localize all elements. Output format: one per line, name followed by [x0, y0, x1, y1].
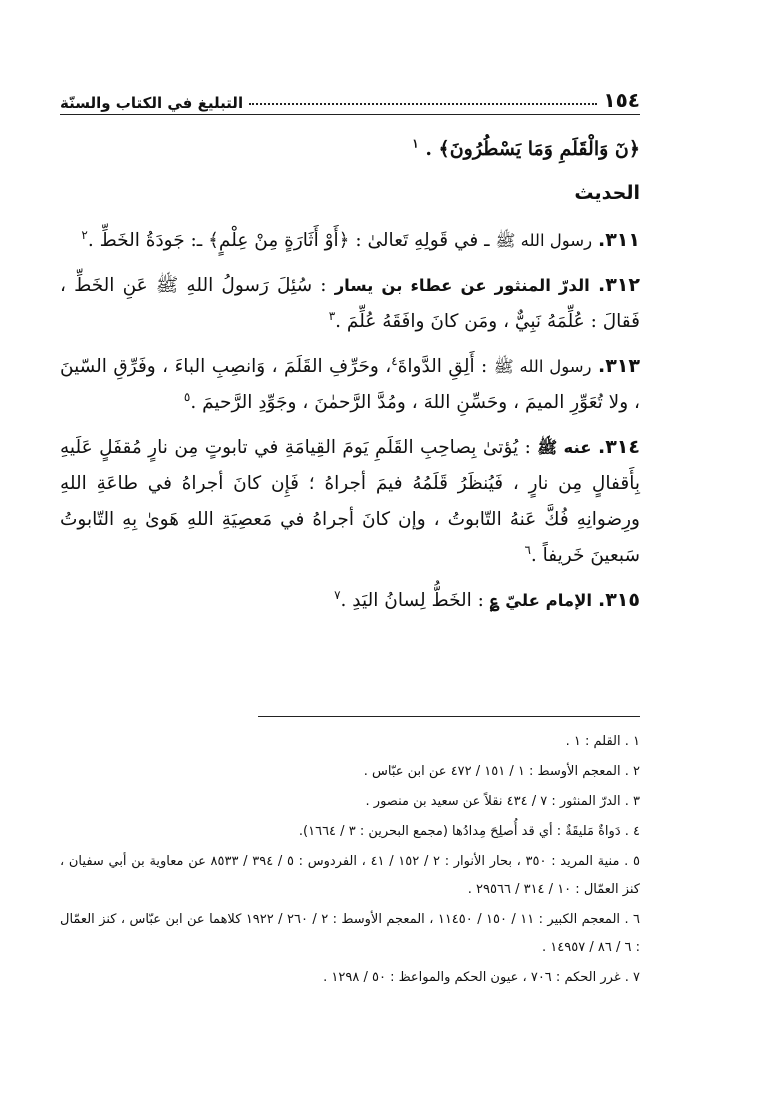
- hadith-entry: [60, 267, 640, 340]
- footnotes: [60, 728, 640, 994]
- footnote-ref: ٢: [81, 227, 88, 242]
- footnote: ١ . القلم : ١ .: [565, 734, 640, 749]
- hadith-number: ٣١٥.: [597, 589, 640, 611]
- header-leader-dots: [249, 103, 597, 105]
- footnote-separator: [258, 716, 640, 717]
- hadith-text: : أَلِقِ الدَّواةَ: [397, 356, 494, 377]
- main-text: [60, 132, 640, 627]
- footnote: ٧ . غرر الحكم : ٧٠٦ ، عيون الحكم والمواعظ : ٥٠ / ١٢٩٨ .: [323, 970, 640, 985]
- footnote-ref: ٥: [183, 389, 191, 404]
- hadith-source: رسول الله ﷺ: [493, 357, 592, 376]
- footnote-ref: ٤: [391, 353, 398, 368]
- running-title: التبليغ في الكتاب والسنّة: [60, 94, 244, 112]
- hadith-number: ٣١٣.: [597, 355, 640, 377]
- header-rule: [60, 114, 640, 115]
- footnote: ٤ . دَواةٌ مَليقَةٌ : أي قد أُصلِحَ مِدادُها (مجمع البحرين : ٣ / ١٦٦٤).: [298, 824, 640, 839]
- footnote: ٢ . المعجم الأوسط : ١ / ١٥١ / ٤٧٢ عن ابن عبّاس .: [363, 764, 640, 779]
- running-header: [60, 84, 640, 112]
- hadith-source: الدرّ المنثور عن عطاء بن يسار: [334, 276, 590, 295]
- hadith-text: : سُئِلَ رَسولُ اللهِ ﷺ عَنِ الخَطِّ ، فَقالَ : عُلِّمَهُ نَبِيٌّ ، ومَن كانَ وافَقَهُ عُلِّمَ .: [60, 275, 640, 332]
- hadith-source: رسول الله ﷺ: [495, 231, 593, 250]
- hadith-text: : الخَطُّ لِسانُ اليَدِ .: [340, 590, 490, 611]
- hadith-text-continued: ، وحَرِّفِ القَلَمَ ، وَانصِبِ الباءَ ، وفَرِّقِ السّينَ ، ولا تُعَوِّرِ الميمَ ، وحَسِّنِ اللهَ ، ومُدَّ الرَّحمٰنَ ، وجَوِّدِ الرَّحيمَ .: [60, 356, 640, 413]
- hadith-text: ـ في قَولِهِ تَعالىٰ : ﴿أَوْ أَثَارَةٍ مِنْ عِلْمٍ﴾ ـ: جَودَةُ الخَطِّ .: [87, 230, 496, 251]
- quran-verse: [60, 132, 640, 166]
- footnote: ٦ . المعجم الكبير : ١١ / ١٥٠ / ١١٤٥٠ ، المعجم الأوسط : ٢ / ٢٦٠ / ١٩٢٢ كلاهما عن ابن عبّاس ، كنز العمّال : ٦ / ٨٦ / ١٤٩٥٧ .: [60, 912, 640, 955]
- footnote-ref: ٣: [328, 308, 336, 323]
- hadith-text: : يُؤتىٰ بِصاحِبِ القَلَمِ يَومَ القِيامَةِ في تابوتٍ مِن نارٍ مُقفَلٍ عَلَيهِ بِأَقفالٍ مِن نارٍ ، فَيُنظَرُ قَلَمُهُ فيمَ أجراهُ ؛ فَإِن كانَ أجراهُ في طاعَةِ اللهِ ورِضوانِهِ فُكَّ عَنهُ التّابوتُ ، وإن كانَ أجراهُ في مَعصِيَةِ اللهِ هَوىٰ بِهِ التّابوتُ سَبعينَ خَريفاً .: [60, 437, 640, 566]
- hadith-entry: [60, 348, 640, 421]
- footnote-ref: ٧: [334, 587, 341, 602]
- footnote: ٣ . الدرّ المنثور : ٧ / ٤٣٤ نقلاً عن سعيد بن منصور .: [365, 794, 640, 809]
- footnote: ٥ . منية المريد : ٣٥٠ ، بحار الأنوار : ٢ / ١٥٢ / ٤١ ، الفردوس : ٥ / ٣٩٤ / ٨٥٣٣ عن معاوية بن أبي سفيان ، كنز العمّال : ١٠ / ٣١٤ / ٢٩٥٦٦ .: [60, 854, 640, 897]
- section-heading: الحديث: [574, 182, 640, 204]
- hadith-source: عنه ﷺ: [537, 438, 592, 457]
- page-number: ١٥٤: [603, 88, 640, 112]
- hadith-number: ٣١١.: [597, 229, 640, 251]
- verse-text: ﴿نٓ وَالْقَلَمِ وَمَا يَسْطُرُونَ﴾ .: [425, 138, 640, 160]
- footnote-ref: ١: [412, 136, 419, 151]
- hadith-number: ٣١٢.: [597, 274, 640, 296]
- hadith-entry: [60, 222, 640, 259]
- hadith-number: ٣١٤.: [597, 436, 640, 458]
- footnote-ref: ٦: [524, 542, 531, 557]
- hadith-source: الإمام عليّ ؏: [489, 591, 593, 610]
- hadith-entry: [60, 429, 640, 574]
- hadith-entry: [60, 582, 640, 619]
